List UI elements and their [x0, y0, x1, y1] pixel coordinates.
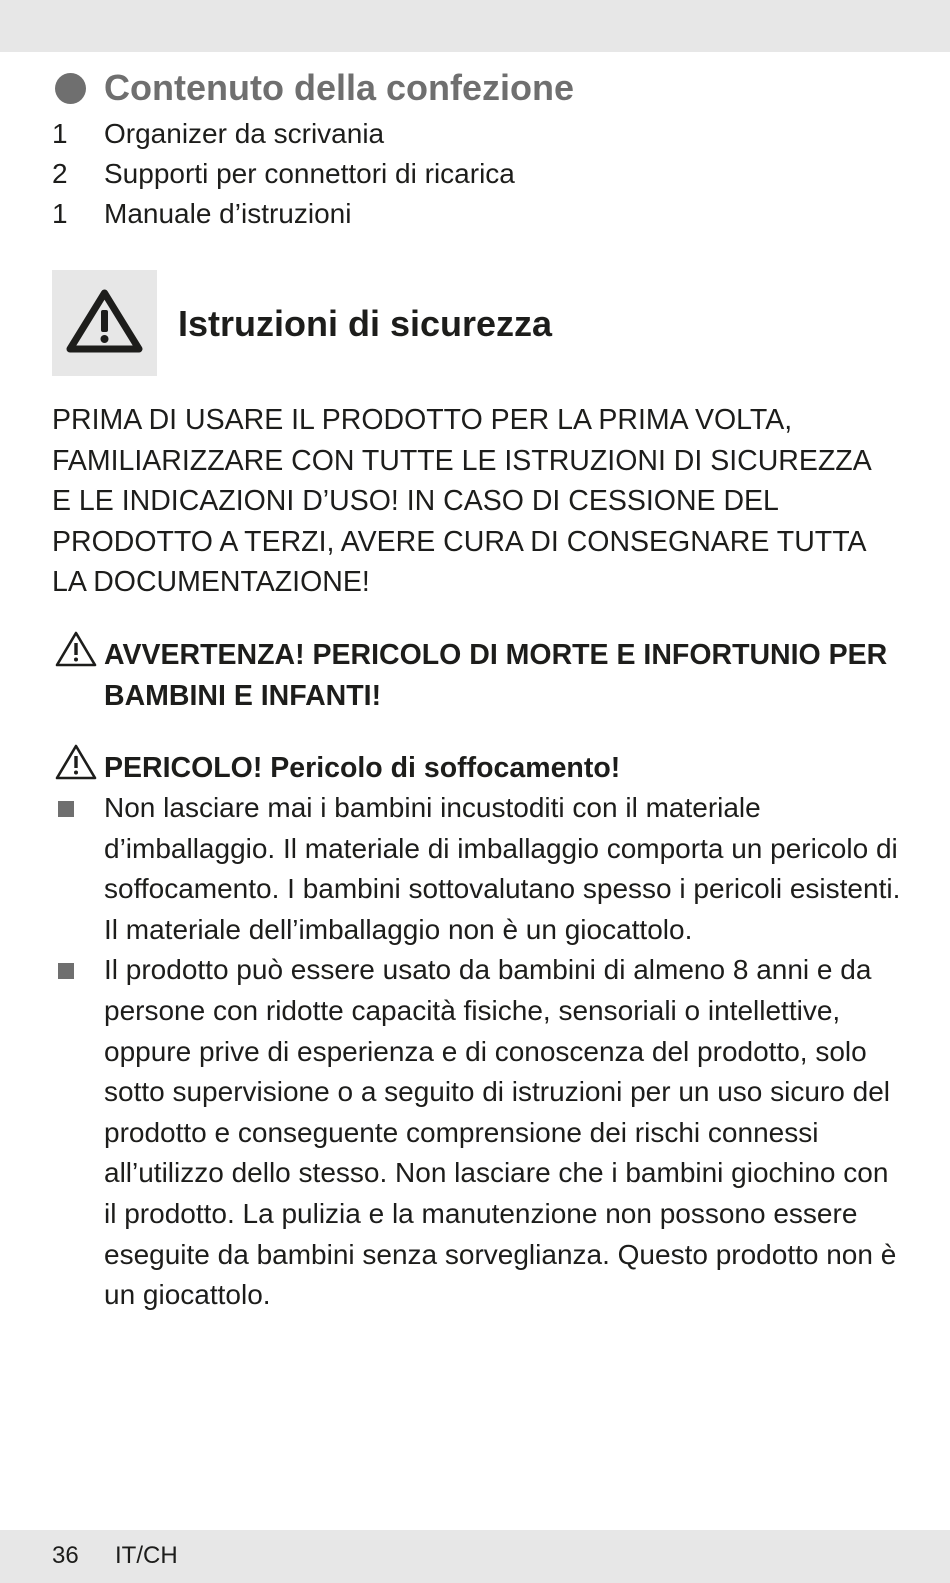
list-item	[52, 788, 902, 950]
safety-bullet-list	[52, 788, 902, 1316]
page-number: 36	[52, 1542, 79, 1569]
safety-intro-paragraph: PRIMA DI USARE IL PRODOTTO PER LA PRIMA VOLTA, FAMILIARIZZARE CON TUTTE LE ISTRUZIONI DI SICUREZZA E LE INDICAZIONI D’USO! IN CASO DI CESSIONE DEL PRODOTTO A TERZI, AVERE CURA DI CONSEGNARE TUTTA LA DOCUMENTAZIONE!	[52, 404, 871, 598]
list-item	[52, 194, 892, 234]
country-code: IT/CH	[115, 1542, 178, 1569]
safety-warning-box	[52, 270, 157, 376]
warning-triangle-icon	[54, 743, 98, 781]
bullet-text: Non lasciare mai i bambini incustoditi con il materiale d’imballaggio. Il materiale di imballaggio comporta un pericolo di soffocamento. I bambini sottovalutano spesso i pericoli esistenti. Il materiale dell’imballaggio non è un giocattolo.	[104, 792, 901, 945]
bullet-text: Il prodotto può essere usato da bambini di almeno 8 anni e da persone con ridotte capacità fisiche, sensoriali o intellettive, oppure prive di esperienza e di conoscenza del prodotto, solo sotto supervisione o a seguito di istruzioni per un uso sicuro del prodotto e conseguente comprensione dei rischi connessi all’utilizzo dello stesso. Non lasciare che i bambini giochino con il prodotto. La pulizia e la manutenzione non possono essere eseguite da bambini senza sorveglianza. Questo prodotto non è un giocattolo.	[104, 954, 897, 1311]
danger-heading-text: Pericolo di soffocamento!	[270, 752, 621, 784]
danger-heading-prefix: PERICOLO!	[104, 752, 263, 784]
danger-heading	[104, 748, 924, 789]
warning-triangle-icon	[66, 288, 143, 354]
package-contents-list	[52, 114, 892, 234]
section-title-safety: Istruzioni di sicurezza	[178, 303, 553, 344]
square-bullet-icon	[58, 801, 74, 817]
item-quantity: 1	[52, 198, 68, 229]
list-item	[52, 154, 892, 194]
item-quantity: 1	[52, 118, 68, 149]
warning-heading: AVVERTENZA! PERICOLO DI MORTE E INFORTUNIO PER BAMBINI E INFANTI!	[104, 639, 888, 712]
list-item	[52, 950, 902, 1315]
item-quantity: 2	[52, 158, 68, 189]
list-item	[52, 114, 892, 154]
item-label: Organizer da scrivania	[104, 118, 385, 149]
circle-bullet-icon	[55, 73, 86, 104]
top-margin-band	[0, 0, 950, 52]
square-bullet-icon	[58, 963, 74, 979]
warning-triangle-icon	[54, 630, 98, 668]
item-label: Supporti per connettori di ricarica	[104, 158, 515, 189]
section-title-package-contents: Contenuto della confezione	[104, 67, 575, 108]
item-label: Manuale d’istruzioni	[104, 198, 352, 229]
